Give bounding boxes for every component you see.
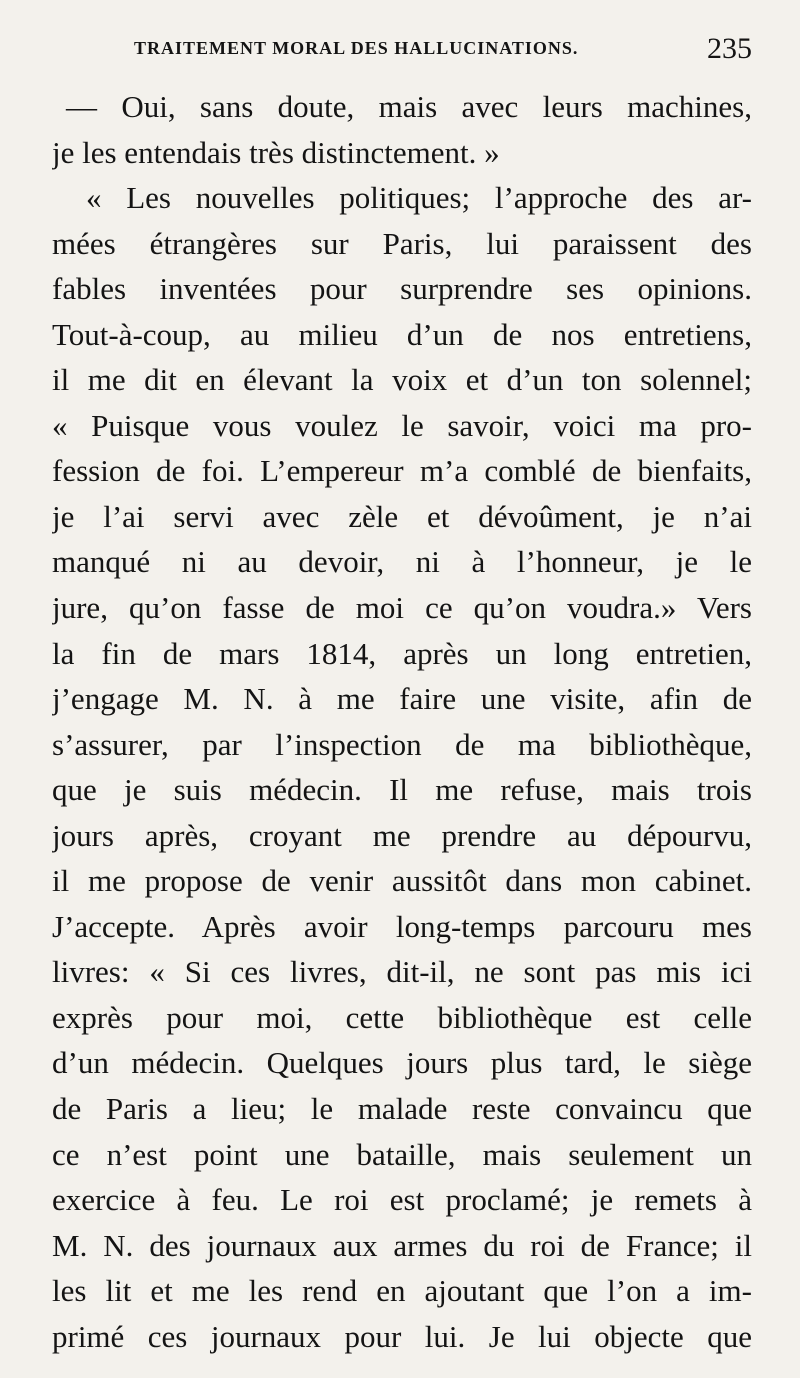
text-line: j’engage M. N. à me faire une visite, afin de	[52, 681, 752, 717]
text-line: primé ces journaux pour lui. Je lui objecte que	[52, 1318, 752, 1354]
text-line: jours après, croyant me prendre au dépourvu,	[52, 817, 752, 853]
body-text	[52, 84, 752, 1359]
text-line: ce n’est point une bataille, mais seulement un	[52, 1136, 752, 1172]
text-line: « Puisque vous voulez le savoir, voici ma pro-	[52, 407, 752, 443]
text-line: J’accepte. Après avoir long-temps parcouru mes	[52, 908, 752, 944]
text-line: je l’ai servi avec zèle et dévoûment, je n’ai	[52, 498, 752, 534]
text-line: manqué ni au devoir, ni à l’honneur, je le	[52, 544, 752, 580]
page-number: 235	[707, 32, 752, 65]
text-line: livres: « Si ces livres, dit-il, ne sont pas mis ici	[52, 954, 752, 990]
running-head	[52, 32, 752, 74]
text-line: fession de foi. L’empereur m’a comblé de bienfaits,	[52, 453, 752, 489]
text-line: fables inventées pour surprendre ses opinions.	[52, 271, 752, 307]
text-line: jure, qu’on fasse de moi ce qu’on voudra.» Vers	[52, 590, 752, 626]
text-line: mées étrangères sur Paris, lui paraissent des	[52, 225, 752, 261]
text-line: d’un médecin. Quelques jours plus tard, le siège	[52, 1045, 752, 1081]
text-line: que je suis médecin. Il me refuse, mais trois	[52, 772, 752, 808]
text-line: la fin de mars 1814, après un long entretien,	[52, 635, 752, 671]
text-line: « Les nouvelles politiques; l’approche des ar-	[86, 180, 752, 216]
text-line: exprès pour moi, cette bibliothèque est celle	[52, 999, 752, 1035]
text-line: Tout-à-coup, au milieu d’un de nos entretiens,	[52, 316, 752, 352]
text-line: il me dit en élevant la voix et d’un ton solennel;	[52, 362, 752, 398]
text-line: s’assurer, par l’inspection de ma bibliothèque,	[52, 726, 752, 762]
text-line: de Paris a lieu; le malade reste convaincu que	[52, 1091, 752, 1127]
text-line: je les entendais très distinctement. »	[52, 134, 500, 170]
text-line: il me propose de venir aussitôt dans mon cabinet.	[52, 863, 752, 899]
running-title: TRAITEMENT MORAL DES HALLUCINATIONS.	[134, 38, 579, 58]
text-line: les lit et me les rend en ajoutant que l’on a im-	[52, 1273, 752, 1309]
text-line: exercice à feu. Le roi est proclamé; je remets à	[52, 1182, 752, 1218]
text-line: M. N. des journaux aux armes du roi de France; il	[52, 1227, 752, 1263]
text-line: — Oui, sans doute, mais avec leurs machines,	[66, 89, 752, 124]
